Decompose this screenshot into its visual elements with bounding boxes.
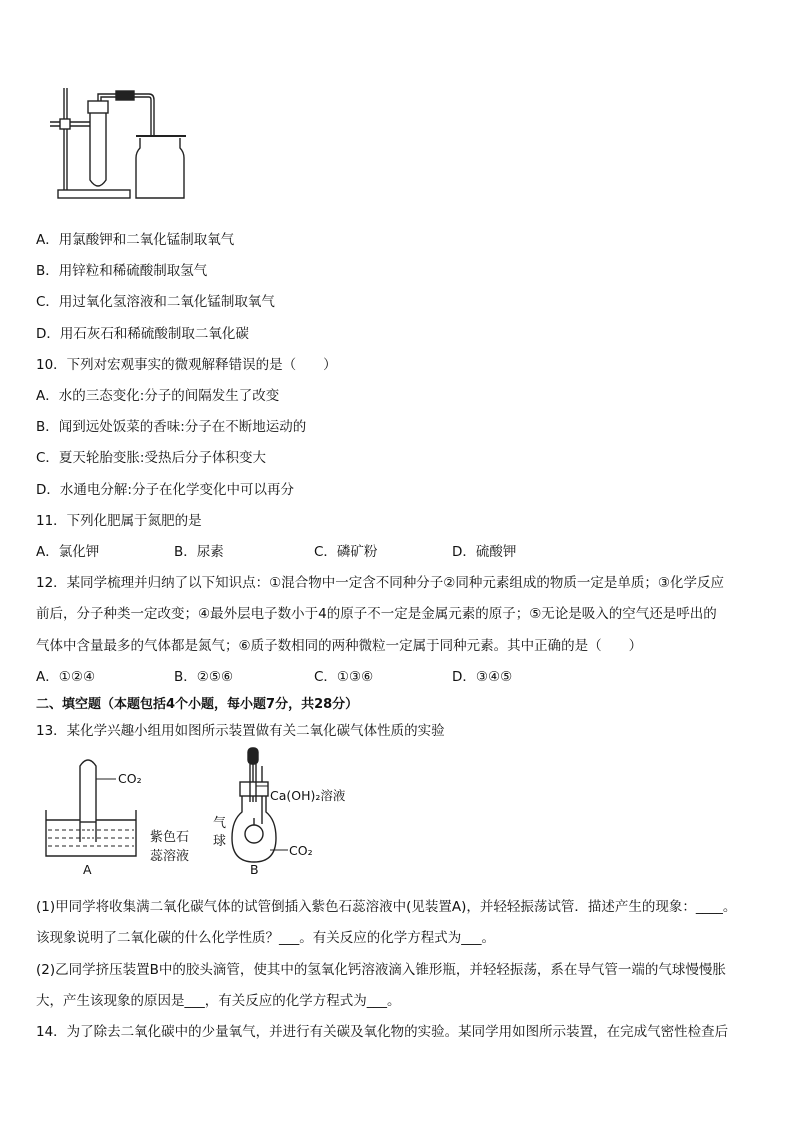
q11-option-b: B．尿素 — [174, 544, 224, 560]
balloon-label-line-2: 球 — [213, 834, 227, 849]
q10-option-b: B．闻到远处饭菜的香味:分子在不断地运动的 — [36, 419, 307, 435]
q13-part2-line-1: (2)乙同学挤压装置B中的胶头滴管，使其中的氢氧化钙溶液滴入锥形瓶，并轻轻振荡，系在导气管一端的气球慢慢胀 — [36, 962, 726, 978]
q10-option-d: D．水通电分解:分子在化学变化中可以再分 — [36, 482, 294, 498]
gas-apparatus-figure — [44, 84, 194, 206]
co2-label-b: CO₂ — [289, 843, 313, 858]
q12-option-b: B．②⑤⑥ — [174, 669, 234, 685]
q12-stem-line-2: 前后，分子种类一定改变；④最外层电子数小于4的原子不一定是金属元素的原子；⑤无论是吸入的空气还是呼出的 — [36, 606, 717, 622]
q12-option-c: C．①③⑥ — [314, 669, 374, 685]
q11-option-c: C．磷矿粉 — [314, 544, 378, 560]
apparatus-a-figure — [44, 752, 144, 860]
q13-part1-line-2: 该现象说明了二氧化碳的什么化学性质？___。有关反应的化学方程式为___。 — [36, 930, 495, 946]
q14-stem: 14．为了除去二氧化碳中的少量氧气，并进行有关碳及氧化物的实验。某同学用如图所示装置，在完成气密性检查后 — [36, 1024, 729, 1040]
q10-option-c: C．夏天轮胎变胀:受热后分子体积变大 — [36, 450, 266, 466]
figure-label-a: A — [83, 862, 92, 877]
q10-option-a: A．水的三态变化:分子的间隔发生了改变 — [36, 388, 280, 404]
co2-label-a: CO₂ — [118, 771, 142, 786]
q13-stem: 13．某化学兴趣小组用如图所示装置做有关二氧化碳气体性质的实验 — [36, 723, 445, 739]
balloon-label-line-1: 气 — [213, 816, 227, 831]
q11-option-a: A．氯化钾 — [36, 544, 100, 560]
q13-part1-line-1: (1)甲同学将收集满二氧化碳气体的试管倒插入紫色石蕊溶液中(见装置A)，并轻轻振荡试管．描述产生的现象：____。 — [36, 899, 737, 915]
litmus-label-line-2: 蕊溶液 — [150, 849, 190, 864]
q10-stem: 10．下列对宏观事实的微观解释错误的是（ ） — [36, 357, 337, 373]
litmus-label-line-1: 紫色石 — [150, 830, 190, 845]
q11-stem: 11．下列化肥属于氮肥的是 — [36, 513, 202, 529]
q12-option-a: A．①②④ — [36, 669, 96, 685]
q12-option-d: D．③④⑤ — [452, 669, 513, 685]
caoh2-label: Ca(OH)₂溶液 — [270, 788, 346, 803]
q13-part2-line-2: 大，产生该现象的原因是___，有关反应的化学方程式为___。 — [36, 993, 401, 1009]
section-title: 二、填空题（本题包括4个小题，每小题7分，共28分） — [36, 697, 359, 712]
q9-option-a: A．用氯酸钾和二氧化锰制取氧气 — [36, 232, 235, 248]
figure-label-b: B — [250, 862, 259, 877]
q9-option-d: D．用石灰石和稀硫酸制取二氧化碳 — [36, 326, 249, 342]
q12-stem-line-1: 12．某同学梳理并归纳了以下知识点：①混合物中一定含不同种分子②同种元素组成的物质一定是单质；③化学反应 — [36, 575, 724, 591]
q9-option-c: C．用过氧化氢溶液和二氧化锰制取氧气 — [36, 294, 275, 310]
q12-stem-line-3: 气体中含量最多的气体都是氮气；⑥质子数相同的两种微粒一定属于同种元素。其中正确的是（ ） — [36, 638, 643, 654]
q9-option-b: B．用锌粒和稀硫酸制取氢气 — [36, 263, 208, 279]
q11-option-d: D．硫酸钾 — [452, 544, 517, 560]
